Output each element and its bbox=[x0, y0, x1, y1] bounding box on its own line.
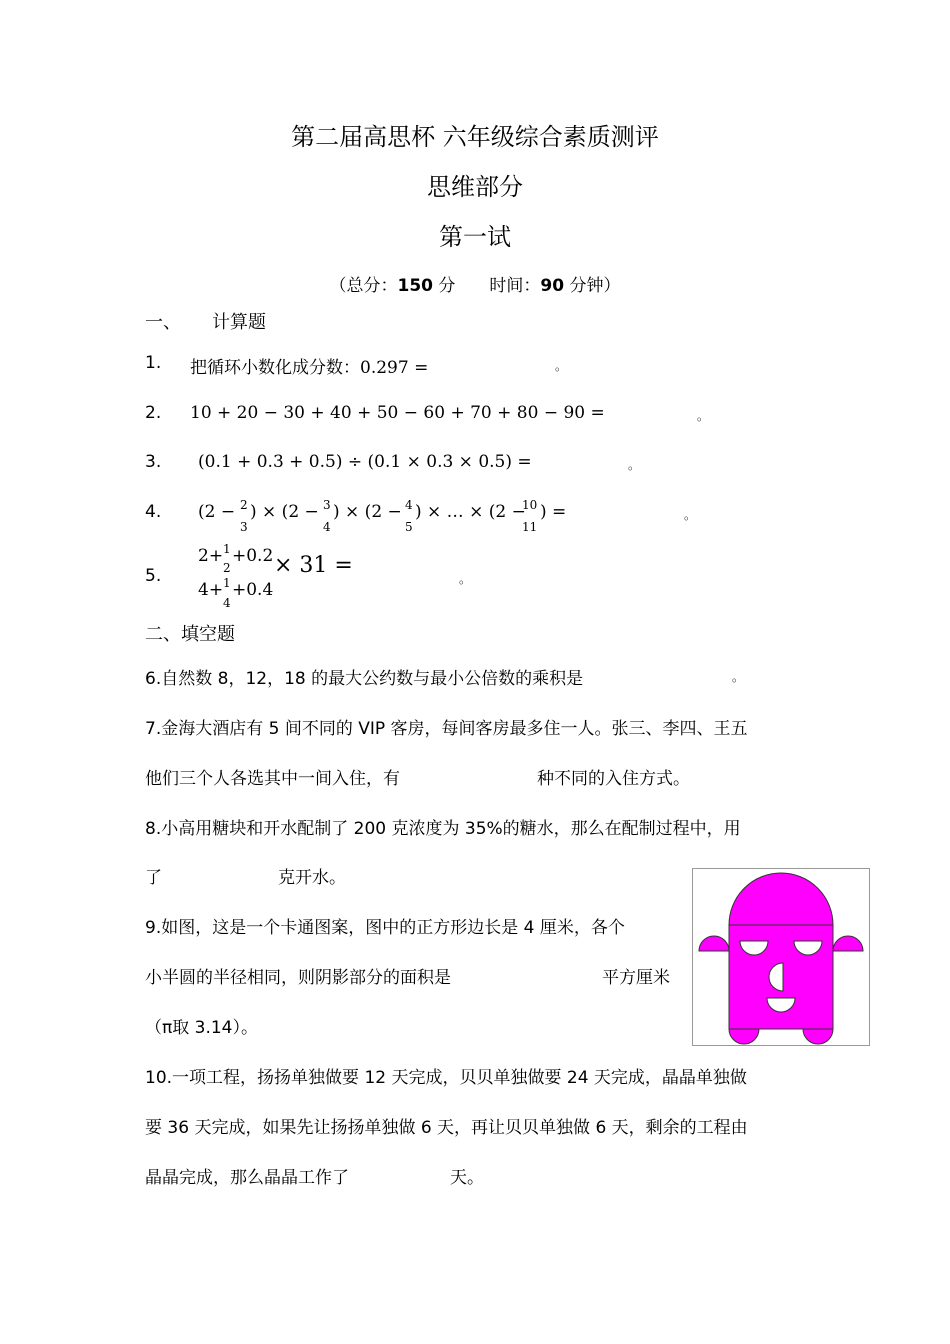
q1-expression: 0.297 = bbox=[360, 358, 429, 378]
left-foot bbox=[729, 1029, 759, 1044]
q4-numerator-3: 4 bbox=[405, 498, 413, 512]
section1-number: 一、 bbox=[145, 312, 181, 333]
q4-number: 4. bbox=[145, 502, 162, 522]
figure-head bbox=[729, 873, 833, 925]
q1-end: 。 bbox=[555, 359, 568, 373]
total-score: 150 bbox=[397, 276, 433, 296]
q10-line3b: 天。 bbox=[450, 1168, 484, 1188]
q5-bottom-a: 4+ bbox=[198, 580, 224, 600]
q4-numerator-1: 2 bbox=[240, 498, 248, 512]
q1-text bbox=[190, 353, 428, 378]
page-subtitle: 思维部分 bbox=[427, 173, 523, 201]
q5-bottom-numerator: 1 bbox=[223, 576, 231, 590]
q8-line2a: 了 bbox=[145, 868, 162, 888]
q4-part4: ) × … × (2 − bbox=[415, 502, 526, 522]
cartoon-figure bbox=[692, 868, 870, 1046]
section2-title: 二、填空题 bbox=[145, 624, 235, 645]
q1-number: 1. bbox=[145, 353, 162, 373]
q4-part5: ) = bbox=[540, 502, 567, 522]
q5-top-denominator: 2 bbox=[223, 561, 231, 575]
q2-end: 。 bbox=[697, 409, 710, 423]
q4-denominator-4: 11 bbox=[522, 520, 538, 534]
q2-number: 2. bbox=[145, 403, 162, 423]
q5-top-a: 2+ bbox=[198, 546, 224, 566]
info-close: 分钟） bbox=[564, 276, 621, 296]
info-mid: 分 时间： bbox=[433, 276, 541, 296]
q5-multiplier: × 31 = bbox=[274, 553, 353, 578]
q5-end: 。 bbox=[459, 572, 472, 586]
q6-text: 6.自然数 8，12，18 的最大公约数与最小公倍数的乘积是 bbox=[145, 669, 584, 689]
q5-bottom-b: +0.4 bbox=[232, 580, 274, 600]
round-title: 第一试 bbox=[439, 223, 511, 251]
q4-denominator-3: 5 bbox=[405, 520, 413, 534]
q9-line1: 9.如图，这是一个卡通图案，图中的正方形边长是 4 厘米，各个 bbox=[145, 918, 625, 938]
left-ear bbox=[699, 936, 729, 951]
q7-line2b: 种不同的入住方式。 bbox=[537, 769, 690, 789]
info-open: （总分： bbox=[329, 276, 398, 296]
q4-numerator-4: 10 bbox=[522, 498, 538, 512]
q3-number: 3. bbox=[145, 452, 162, 472]
q5-top-b: +0.2 bbox=[232, 546, 274, 566]
q1-label: 把循环小数化成分数： bbox=[190, 358, 360, 378]
exam-info bbox=[0, 271, 950, 296]
q4-denominator-1: 3 bbox=[240, 520, 248, 534]
q4-numerator-2: 3 bbox=[323, 498, 331, 512]
page-title: 第二届高思杯 六年级综合素质测评 bbox=[291, 123, 659, 151]
q8-line2b: 克开水。 bbox=[278, 868, 346, 888]
q9-line3: （π取 3.14）。 bbox=[145, 1018, 258, 1038]
q7-line2a: 他们三个人各选其中一间入住，有 bbox=[145, 769, 400, 789]
right-foot bbox=[803, 1029, 833, 1044]
q3-end: 。 bbox=[628, 458, 641, 472]
q7-line1: 7.金海大酒店有 5 间不同的 VIP 客房，每间客房最多住一人。张三、李四、王五 bbox=[145, 719, 748, 739]
q10-line1: 10.一项工程，扬扬单独做要 12 天完成，贝贝单独做要 24 天完成，晶晶单独做 bbox=[145, 1068, 747, 1088]
q6-end: 。 bbox=[732, 670, 745, 684]
q4-end: 。 bbox=[684, 508, 697, 522]
right-ear bbox=[833, 936, 863, 951]
q5-top-numerator: 1 bbox=[223, 542, 231, 556]
q4-part2: ) × (2 − bbox=[250, 502, 319, 522]
q2-expression: 10 + 20 − 30 + 40 + 50 − 60 + 70 + 80 − 90 = bbox=[190, 403, 605, 423]
q5-number: 5. bbox=[145, 566, 162, 586]
q10-line2: 要 36 天完成，如果先让扬扬单独做 6 天，再让贝贝单独做 6 天，剩余的工程由 bbox=[145, 1118, 748, 1138]
q9-line2a: 小半圆的半径相同，则阴影部分的面积是 bbox=[145, 968, 451, 988]
q4-denominator-2: 4 bbox=[323, 520, 331, 534]
time-value: 90 bbox=[540, 276, 565, 296]
q10-line3a: 晶晶完成，那么晶晶工作了 bbox=[145, 1168, 349, 1188]
q5-bottom-denominator: 4 bbox=[223, 596, 231, 610]
q9-line2b: 平方厘米 bbox=[602, 968, 670, 988]
section1-title: 计算题 bbox=[212, 312, 266, 333]
q8-line1: 8.小高用糖块和开水配制了 200 克浓度为 35%的糖水，那么在配制过程中，用 bbox=[145, 819, 741, 839]
q4-part3: ) × (2 − bbox=[333, 502, 402, 522]
q3-expression: (0.1 + 0.3 + 0.5) ÷ (0.1 × 0.3 × 0.5) = bbox=[198, 452, 532, 472]
q4-part1: (2 − bbox=[198, 502, 236, 522]
